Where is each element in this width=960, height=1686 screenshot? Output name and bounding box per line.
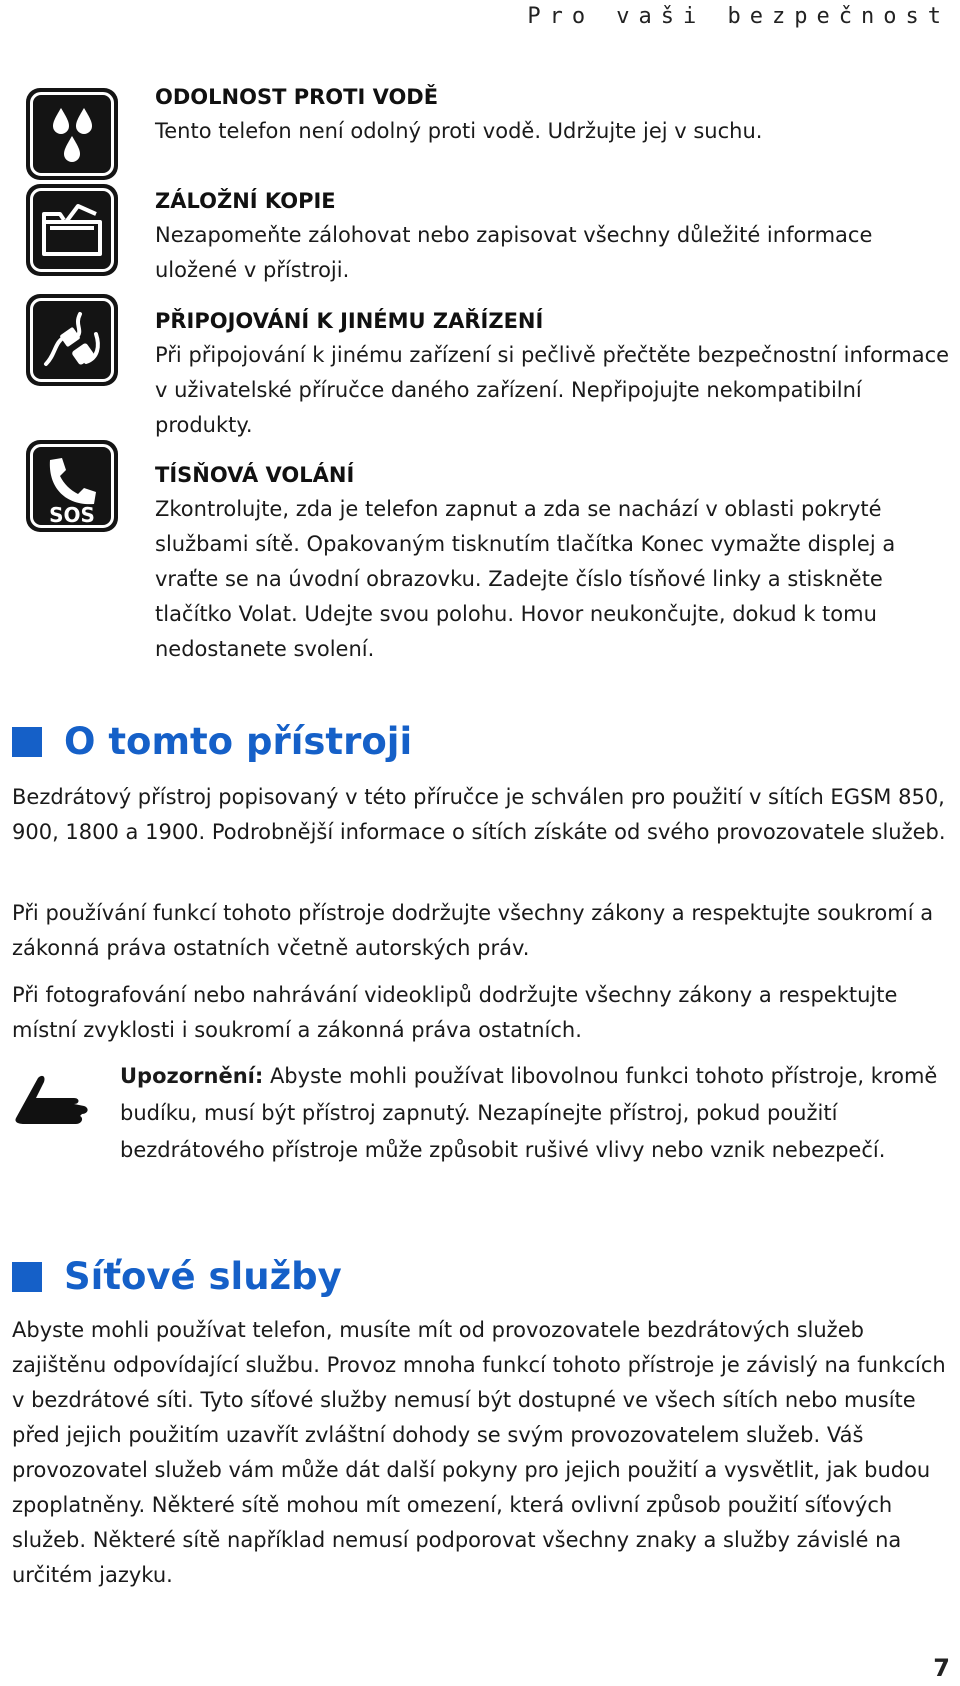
safety-item-emergency <box>155 458 955 667</box>
warning-label: Upozornění: <box>120 1064 264 1088</box>
section-heading-about <box>12 717 412 767</box>
safety-item-text: Nezapomeňte zálohovat nebo zapisovat všechny důležité informace uložené v přístroji. <box>155 223 873 282</box>
section-title: O tomto přístroji <box>64 720 413 763</box>
heading-square-icon <box>12 727 42 757</box>
connector-plug-icon <box>26 294 118 386</box>
safety-item-title: PŘIPOJOVÁNÍ K JINÉMU ZAŘÍZENÍ <box>155 309 544 333</box>
safety-item-backup <box>155 184 955 288</box>
page-number: 7 <box>933 1654 950 1682</box>
network-paragraph: Abyste mohli používat telefon, musíte mít od provozovatele bezdrátových služeb zajištěnu odpovídající službu. Provoz mnoha funkcí tohoto přístroje je závislý na funkcích v bezdrátové síti. Tyto síťové služby nemusí být dostupné ve všech sítích nebo musíte před jejich použitím uzavřít zvláštní dohody se svým provozovatelem služeb. Váš provozovatel služeb vám může dát další pokyny pro jejich použití a vysvětlit, jak budou zpoplatněny. Některé sítě mohou mít omezení, která ovlivní způsob použití síťových služeb. Některé sítě například nemusí podporovat všechny znaky a služby závislé na určitém jazyku. <box>12 1318 946 1587</box>
about-paragraph-3: Při fotografování nebo nahrávání videoklipů dodržujte všechny zákony a respektujte místní zvyklosti i soukromí a zákonná práva ostatních. <box>12 983 898 1042</box>
safety-item-text: Při připojování k jinému zařízení si pečlivě přečtěte bezpečnostní informace v uživatelské příručce daného zařízení. Nepřipojujte nekompatibilní produkty. <box>155 343 950 437</box>
safety-item-title: ZÁLOŽNÍ KOPIE <box>155 189 336 213</box>
sos-phone-icon <box>26 440 118 532</box>
safety-item-water <box>155 80 955 149</box>
warning-note <box>120 1058 955 1169</box>
backup-folder-icon <box>26 184 118 276</box>
heading-square-icon <box>12 1262 42 1292</box>
water-drops-icon <box>26 88 118 180</box>
warning-hand-icon <box>14 1072 96 1126</box>
about-paragraph-1: Bezdrátový přístroj popisovaný v této příručce je schválen pro použití v sítích EGSM 850, 900, 1800 a 1900. Podrobnější informace o sítích získáte od svého provozovatele služeb. <box>12 785 946 844</box>
safety-item-title: ODOLNOST PROTI VODĚ <box>155 85 439 109</box>
safety-item-text: Zkontrolujte, zda je telefon zapnut a zda se nachází v oblasti pokryté službami sítě. Opakovaným tisknutím tlačítka Konec vymažte displej a vraťte se na úvodní obrazovku. Zadejte číslo tísňové linky a stiskněte tlačítko Volat. Udejte svou polohu. Hovor neukončujte, dokud k tomu nedostanete svolení. <box>155 497 896 661</box>
safety-item-text: Tento telefon není odolný proti vodě. Udržujte jej v suchu. <box>155 119 763 143</box>
safety-item-connecting <box>155 304 955 443</box>
safety-item-title: TÍSŇOVÁ VOLÁNÍ <box>155 463 355 487</box>
running-header: Pro vaši bezpečnost <box>527 4 950 29</box>
section-heading-network <box>12 1252 342 1302</box>
svg-text:SOS: SOS <box>49 503 95 527</box>
warning-text: Abyste mohli používat libovolnou funkci tohoto přístroje, kromě budíku, musí být přístroj zapnutý. Nezapínejte přístroj, pokud použití bezdrátového přístroje může způsobit rušivé vlivy nebo vznik nebezpečí. <box>120 1064 938 1162</box>
about-paragraph-2: Při používání funkcí tohoto přístroje dodržujte všechny zákony a respektujte soukromí a zákonná práva ostatních včetně autorských práv. <box>12 901 934 960</box>
section-title: Síťové služby <box>64 1255 342 1298</box>
